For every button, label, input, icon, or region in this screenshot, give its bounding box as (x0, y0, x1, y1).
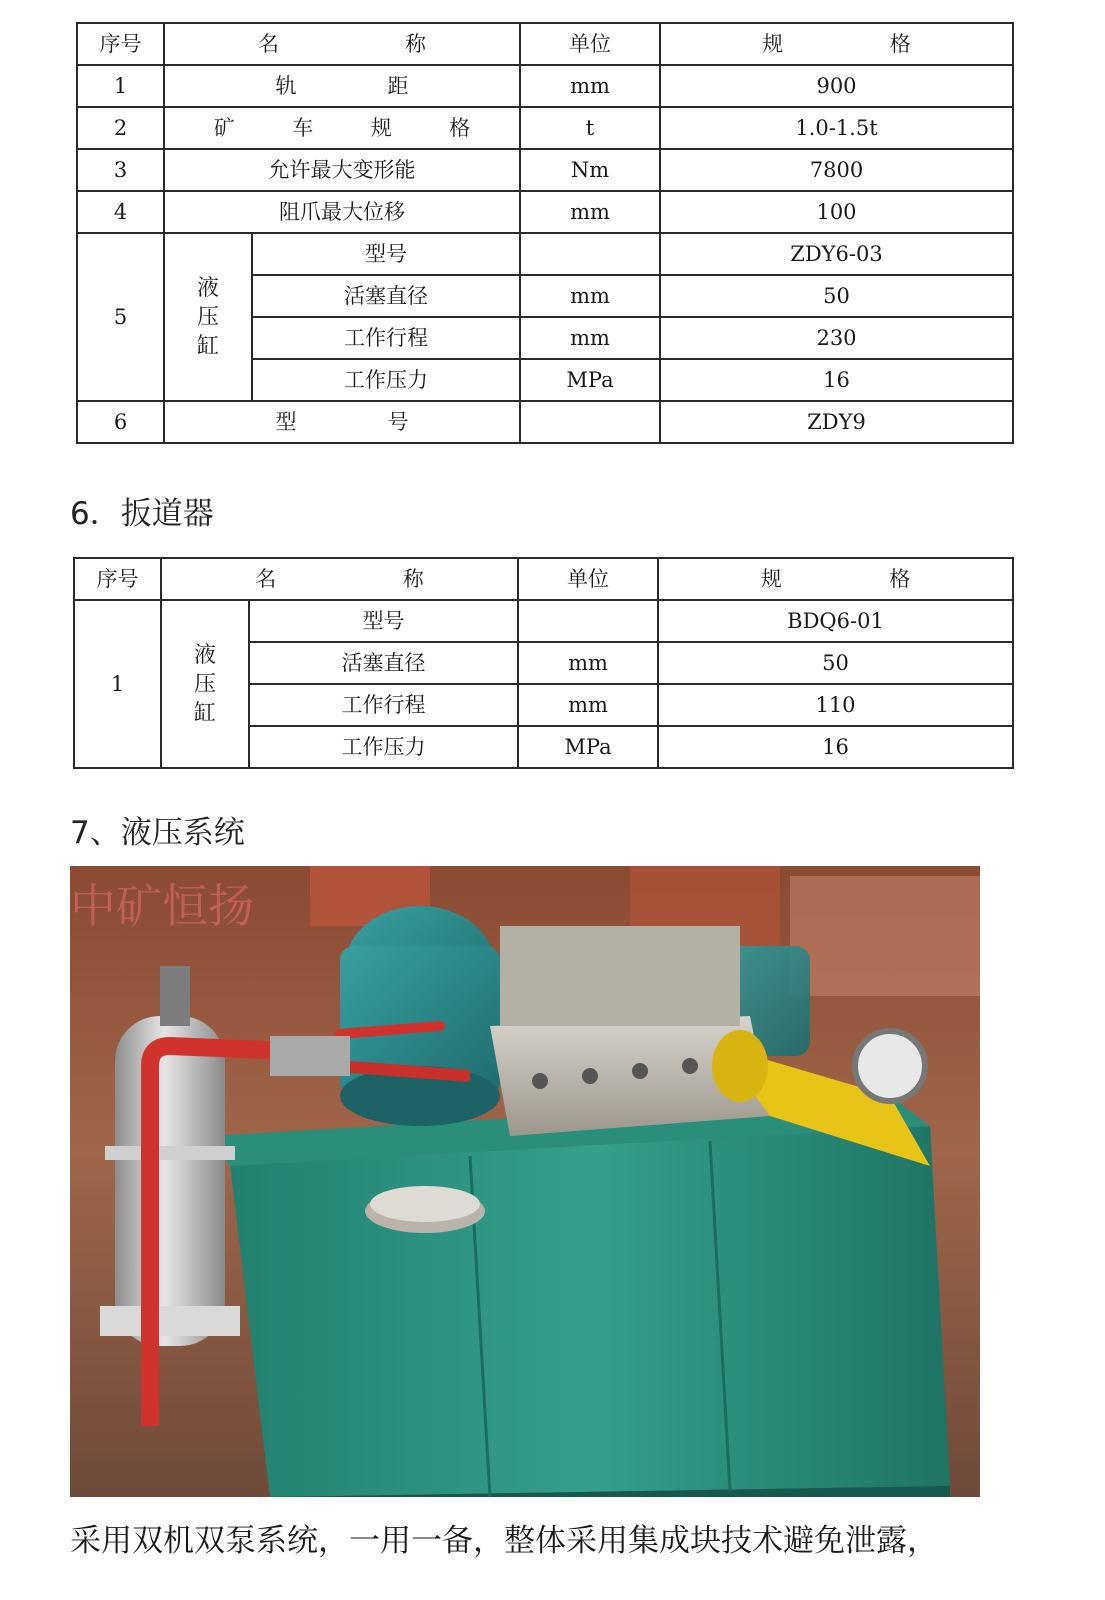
header-seq: 序号 (77, 23, 164, 65)
group-seq: 1 (74, 600, 161, 768)
table-row: 工作压力 MPa 16 (74, 726, 1013, 768)
header-spec: 规 格 (660, 23, 1013, 65)
spec-table-2 (73, 557, 1014, 769)
group-label: 液 压 缸 (161, 600, 249, 768)
table-row: 活塞直径 mm 50 (74, 642, 1013, 684)
table-row: 工作行程 mm 230 (77, 317, 1013, 359)
table-row: 工作行程 mm 110 (74, 684, 1013, 726)
table-row: 2 矿 车 规 格 t 1.0-1.5t (77, 107, 1013, 149)
table-row: 3 允许最大变形能 Nm 7800 (77, 149, 1013, 191)
header-name: 名 称 (161, 558, 518, 600)
header-unit: 单位 (520, 23, 660, 65)
hydraulic-station-photo (70, 866, 980, 1497)
spec-table-1 (76, 22, 1014, 444)
table-row: 4 阻爪最大位移 mm 100 (77, 191, 1013, 233)
row-name: 允许最大变形能 (164, 149, 520, 191)
row-name: 阻爪最大位移 (164, 191, 520, 233)
table-row: 工作压力 MPa 16 (77, 359, 1013, 401)
row-name: 型 号 (164, 401, 520, 443)
table-header-row (77, 23, 1013, 65)
table-row: 活塞直径 mm 50 (77, 275, 1013, 317)
group-label: 液 压 缸 (164, 233, 252, 401)
watermark-text: 中矿恒扬 (70, 879, 254, 933)
header-name: 名 称 (164, 23, 520, 65)
header-seq: 序号 (74, 558, 161, 600)
section-heading-hydraulic: 7、液压系统 (70, 815, 245, 851)
row-name: 矿 车 规 格 (164, 107, 520, 149)
table-row: 6 型 号 ZDY9 (77, 401, 1013, 443)
section-heading-switch: 6．扳道器 (70, 496, 214, 532)
table-row: 1 轨 距 mm 900 (77, 65, 1013, 107)
table-row: 1 液 压 缸 型号 BDQ6-01 (74, 600, 1013, 642)
caption-text: 采用双机双泵系统，一用一备，整体采用集成块技术避免泄露， (70, 1523, 938, 1559)
row-name: 轨 距 (164, 65, 520, 107)
group-seq: 5 (77, 233, 164, 401)
table-row: 5 液 压 缸 型号 ZDY6-03 (77, 233, 1013, 275)
header-spec: 规 格 (658, 558, 1013, 600)
header-unit: 单位 (518, 558, 658, 600)
table-header-row (74, 558, 1013, 600)
